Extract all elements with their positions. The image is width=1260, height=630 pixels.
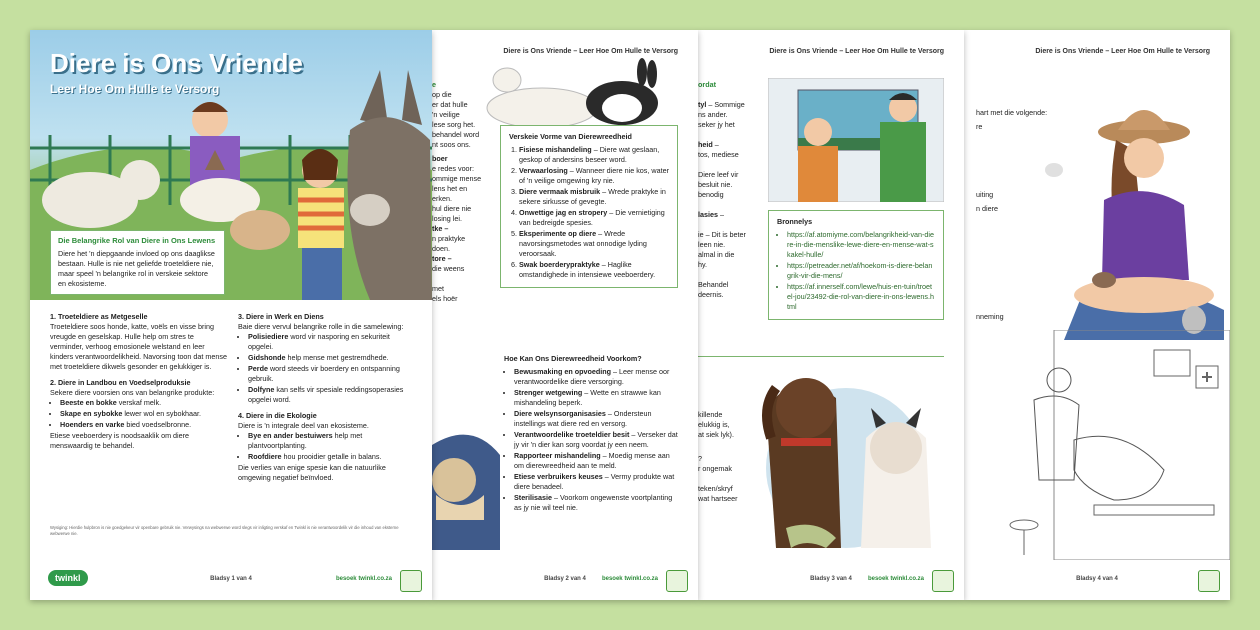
- page-number: Bladsy 1 van 4: [210, 576, 252, 582]
- section-text: Diere is 'n integrale deel van ekosisteme.: [238, 421, 369, 430]
- intro-title: Die Belangrike Rol van Diere in Ons Lewens: [58, 236, 216, 245]
- ecology-item-term: Roofdiere: [248, 452, 282, 461]
- prevention-item-desc: – Verseker dat jy vir 'n dier kan sorg voordat jy een neem.: [514, 430, 678, 449]
- service-item: [248, 332, 416, 352]
- page-number: Bladsy 4 van 4: [1076, 576, 1118, 582]
- service-item-term: Perde: [248, 364, 268, 373]
- page2-fragment: behandel word: [432, 130, 480, 139]
- service-item: [248, 385, 416, 405]
- right-column: [238, 312, 416, 483]
- cruelty-item-term: Diere vermaak misbruik: [519, 187, 601, 196]
- page2-fragment: doen.: [432, 244, 450, 253]
- left-column: [50, 312, 228, 451]
- page2-fragment: boer: [432, 154, 448, 163]
- page3-fragment-line: benodig: [698, 190, 724, 199]
- product-item-term: Hoenders en varke: [60, 420, 125, 429]
- page3-left-fragments: [698, 80, 760, 300]
- service-item-term: Gidshonde: [248, 353, 286, 362]
- product-item-desc: bied voedselbronne.: [124, 420, 192, 429]
- cruelty-item-desc: – Wrede praktyke in sekere sirkusse of gevegte.: [519, 187, 666, 206]
- ecology-item: [248, 452, 416, 462]
- product-item-desc: verskaf melk.: [116, 398, 162, 407]
- page-number: Bladsy 3 van 4: [810, 576, 852, 582]
- cruelty-item: [519, 229, 669, 259]
- cruelty-item-term: Swak boerderypraktyke: [519, 260, 600, 269]
- page4-fragment: uiting: [976, 190, 994, 199]
- cruelty-item: [519, 166, 669, 186]
- page3-bottom-fragment: killende: [698, 410, 723, 419]
- product-item: [60, 409, 228, 419]
- page3-fragment-line: seker jy het: [698, 120, 735, 129]
- cruelty-item: [519, 260, 669, 280]
- product-item: [60, 398, 228, 408]
- prevention-item-desc: – Voorkom ongewenste voortplanting as jy nie wil teel nie.: [514, 493, 673, 512]
- worksheet-page-3: [698, 30, 964, 600]
- page-footer: [30, 570, 432, 590]
- page3-bottom-fragment: r ongemak: [698, 464, 732, 473]
- dog-cat-frog-illustration: [756, 348, 956, 568]
- running-header: Diere is Ons Vriende – Leer Hoe Om Hulle te Versorg: [503, 48, 678, 55]
- footer-website[interactable]: besoek twinkl.co.za: [601, 576, 658, 582]
- section-heading: 2. Diere in Landbou en Voedselproduksie: [50, 378, 191, 387]
- page2-fragment: 'n veilige: [432, 110, 460, 119]
- page-footer: [432, 570, 698, 590]
- page2-fragment: tore –: [432, 254, 452, 263]
- twinkl-quality-badge: [400, 570, 422, 592]
- goat-and-rabbit-illustration: [482, 58, 662, 130]
- service-item-desc: word steeds vir boerdery en ontspanning gebruik.: [248, 364, 400, 383]
- page3-fragment-line: ie – Dit is beter: [698, 230, 746, 239]
- worksheet-page-2: [432, 30, 698, 600]
- page3-bottom-fragment: wat hartseer: [698, 494, 738, 503]
- footer-website[interactable]: besoek twinkl.co.za: [867, 576, 924, 582]
- page4-fragment: re: [976, 122, 983, 131]
- prevention-item: [514, 367, 680, 387]
- page2-fragment: op die: [432, 90, 452, 99]
- cruelty-item-desc: – Haglike omstandighede in intensiewe veeboerdery.: [519, 260, 656, 279]
- page3-fragment-line: –: [714, 140, 719, 149]
- service-item-desc: help mense met gestremdhede.: [285, 353, 389, 362]
- source-link[interactable]: • https://petreader.net/af/hoekom-is-diere-belangrik-vir-die-mens/: [787, 261, 935, 281]
- cruelty-item-term: Fisiese mishandeling: [519, 145, 592, 154]
- cruelty-item-desc: – Diere wat geslaan, geskop of andersins beseer word.: [519, 145, 660, 164]
- page3-fragment-line: Behandel: [698, 280, 729, 289]
- section-text: Troeteldiere soos honde, katte, voëls en visse bring vreugde en geselskap. Hulle help om stres te verminder, verhoog emosionele welstand en leer kinders verantwoordelikheid. Navorsing toon dat mense met troeteldiere dikwels gesonder en gelukkiger is.: [50, 322, 227, 371]
- page3-bottom-fragment: teken/skryf: [698, 484, 733, 493]
- cruelty-item-desc: – Die vernietiging van bedreigde spesies.: [519, 208, 665, 227]
- page2-fragment: nt soos ons.: [432, 140, 471, 149]
- page4-intro-fragment: hart met die volgende:: [976, 108, 1048, 117]
- service-item: [248, 364, 416, 384]
- prevention-item-desc: – Vermy produkte wat diere benadeel.: [514, 472, 675, 491]
- prevention-item: [514, 493, 680, 513]
- running-header: Diere is Ons Vriende – Leer Hoe Om Hulle te Versorg: [1035, 48, 1210, 55]
- prevention-item-term: Rapporteer mishandeling: [514, 451, 601, 460]
- intro-text: Diere het 'n diepgaande invloed op ons daaglikse bestaan. Hulle is nie net geliefde troeteldiere nie, maar speel 'n belangrike rol in verskeie sektore en ekosisteme.: [58, 249, 215, 288]
- page3-fragment-head: lasies: [698, 210, 718, 219]
- service-item-desc: word vir nasporing en sekuriteit opgelei.: [248, 332, 390, 351]
- prevention-item-term: Sterilisasie: [514, 493, 552, 502]
- ecology-item-desc: help met plantvoortplanting.: [248, 431, 363, 450]
- section-text: Etiese veeboerdery is noodsaaklik om diere menswaardig te behandel.: [50, 431, 190, 450]
- worksheet-page-4: [964, 30, 1230, 600]
- product-item: [60, 420, 228, 430]
- product-item-desc: lewer wol en sybokhaar.: [122, 409, 202, 418]
- page2-fragment: lese sorg het.: [432, 120, 476, 129]
- disclaimer-text: Wysiging: Hierdie hulpbron is nie goedgekeur vir openbare gebruik nie. Verwysings na webwerwe word slegs vir inligting verskaf en Twinkl is nie verantwoordelik vir die inhoud van eksterne webwerwe nie.: [50, 525, 399, 536]
- sources-box: [768, 210, 944, 320]
- source-link[interactable]: • https://af.innerself.com/lewe/huis-en-tuin/troetel-jou/23492-die-rol-van-diere-in-ons-lewens.html: [787, 282, 935, 312]
- ecology-item: [248, 431, 416, 451]
- prevention-item: [514, 451, 680, 471]
- page2-fragment: hul diere nie: [432, 204, 472, 213]
- service-item: [248, 353, 416, 363]
- page2-left-fragments: [432, 80, 490, 304]
- cruelty-item: [519, 208, 669, 228]
- page4-fragment: n diere: [976, 204, 998, 213]
- cruelty-item: [519, 145, 669, 165]
- cruelty-item-term: Verwaarlosing: [519, 166, 568, 175]
- section-heading: 1. Troeteldiere as Metgeselle: [50, 312, 148, 321]
- page3-fragment-line: hy.: [698, 260, 708, 269]
- prevention-item-desc: – Ondersteun instellings wat diere red en versorg.: [514, 409, 652, 428]
- footer-website[interactable]: besoek twinkl.co.za: [335, 576, 392, 582]
- page3-bottom-fragments: [698, 410, 760, 504]
- product-item-term: Beeste en bokke: [60, 398, 117, 407]
- prevention-item-desc: – Moedig mense aan om dierewreedheid aan te meld.: [514, 451, 670, 470]
- page3-fragment-line: tos, mediese: [698, 150, 739, 159]
- page2-fragment: e: [432, 80, 436, 89]
- ecology-item-term: Bye en ander bestuiwers: [248, 431, 333, 440]
- page2-fragment: els hoër: [432, 294, 458, 303]
- prevention-item-term: Strenger wetgewing: [514, 388, 583, 397]
- page3-fragment-line: deernis.: [698, 290, 724, 299]
- page3-fragment-line: ns ander.: [698, 110, 728, 119]
- prevention-item-term: Bewusmaking en opvoeding: [514, 367, 612, 376]
- cruelty-item: [519, 187, 669, 207]
- cruelty-box-title: Verskeie Vorme van Dierewreedheid: [509, 132, 632, 141]
- prevention-item-term: Diere welsynsorganisasies: [514, 409, 606, 418]
- cruelty-item-term: Eksperimente op diere: [519, 229, 597, 238]
- page-footer: [698, 570, 964, 590]
- page3-fragment-line: – Sommige: [708, 100, 745, 109]
- page2-fragment: n praktyke: [432, 234, 466, 243]
- page-subtitle: Leer Hoe Om Hulle te Versorg: [50, 82, 220, 96]
- page3-bottom-fragment: ?: [698, 454, 702, 463]
- prevention-title: Hoe Kan Ons Dierewreedheid Voorkom?: [504, 354, 642, 363]
- twinkl-quality-badge: [1198, 570, 1220, 592]
- twinkl-quality-badge: [666, 570, 688, 592]
- page2-fragment: lens het en: [432, 184, 468, 193]
- vet-examining-dog-illustration: [964, 330, 1230, 560]
- page4-fragment: nneming: [976, 312, 1004, 321]
- prevention-item-desc: – Leer mense oor verantwoordelike diere versorging.: [514, 367, 670, 386]
- page3-fragment-head: ordat: [698, 80, 716, 89]
- page-number: Bladsy 2 van 4: [544, 576, 586, 582]
- prevention-item-term: Etiese verbruikers keuses: [514, 472, 603, 481]
- section-text: Baie diere vervul belangrike rolle in die samelewing:: [238, 322, 404, 331]
- page2-fragment: losing lei.: [432, 214, 462, 223]
- page2-fragment: ommige mense: [432, 174, 482, 183]
- ecology-item-desc: hou prooidier getalle in balans.: [281, 452, 382, 461]
- cruelty-item-desc: – Wrede navorsingsmetodes wat onnodige lyding veroorsaak.: [519, 229, 647, 258]
- page3-fragment-line: leen nie.: [698, 240, 726, 249]
- children-with-aquarium-illustration: [768, 78, 944, 202]
- page3-fragment-line: besluit nie.: [698, 180, 733, 189]
- page2-fragment: er dat hulle: [432, 100, 468, 109]
- service-item-desc: kan selfs vir spesiale reddingsoperasies opgelei word.: [248, 385, 404, 404]
- page2-fragment: erken.: [432, 194, 452, 203]
- page2-fragment: met: [432, 284, 444, 293]
- intro-box: [50, 230, 225, 295]
- prevention-section: [504, 354, 680, 514]
- service-item-term: Polisiediere: [248, 332, 289, 341]
- prevention-item: [514, 388, 680, 408]
- service-item-term: Dolfyne: [248, 385, 275, 394]
- page3-bottom-fragment: elukkig is,: [698, 420, 730, 429]
- product-item-term: Skape en sybokke: [60, 409, 123, 418]
- sources-title: Bronnelys: [777, 217, 813, 226]
- twinkl-quality-badge: [932, 570, 954, 592]
- cruelty-item-term: Onwettige jag en stropery: [519, 208, 608, 217]
- twinkl-logo: twinkl: [48, 570, 88, 586]
- section-heading: 4. Diere in die Ekologie: [238, 411, 317, 420]
- prevention-item-term: Verantwoordelike troeteldier besit: [514, 430, 630, 439]
- section-text: Die verlies van enige spesie kan die natuurlike omgewing negatief beïnvloed.: [238, 463, 386, 482]
- section-heading: 3. Diere in Werk en Diens: [238, 312, 324, 321]
- page2-fragment: e redes voor:: [432, 164, 474, 173]
- page2-fragment: tke –: [432, 224, 449, 233]
- page3-bottom-fragment: at siek lyk).: [698, 430, 734, 439]
- forms-of-cruelty-box: [500, 125, 678, 288]
- prevention-item: [514, 472, 680, 492]
- girl-with-pets-illustration: [994, 70, 1230, 340]
- worksheet-page-1: [30, 30, 432, 600]
- prevention-item: [514, 430, 680, 450]
- page3-fragment-line: almal in die: [698, 250, 735, 259]
- page-footer: [964, 570, 1230, 590]
- prevention-item: [514, 409, 680, 429]
- cruelty-item-desc: – Wanneer diere nie kos, water of 'n veilige omgewing kry nie.: [519, 166, 669, 185]
- page3-fragment-head: heid: [698, 140, 713, 149]
- source-link[interactable]: • https://af.atomiyme.com/belangrikheid-van-diere-in-die-menslike-lewe-diere-en-mense-wat-skakel-hulle/: [787, 230, 935, 260]
- page3-fragment-line: Diere leef vir: [698, 170, 739, 179]
- prevention-item-desc: – Wette en strawwe kan mishandeling beperk.: [514, 388, 661, 407]
- page-title: Diere is Ons Vriende: [50, 48, 303, 78]
- running-header: Diere is Ons Vriende – Leer Hoe Om Hulle te Versorg: [769, 48, 944, 55]
- page2-fragment: die weens: [432, 264, 465, 273]
- page3-fragment-line: –: [719, 210, 724, 219]
- section-text: Sekere diere voorsien ons van belangrike produkte:: [50, 388, 215, 397]
- hooded-person-illustration: [432, 425, 500, 550]
- page3-fragment-head: tyl: [698, 100, 707, 109]
